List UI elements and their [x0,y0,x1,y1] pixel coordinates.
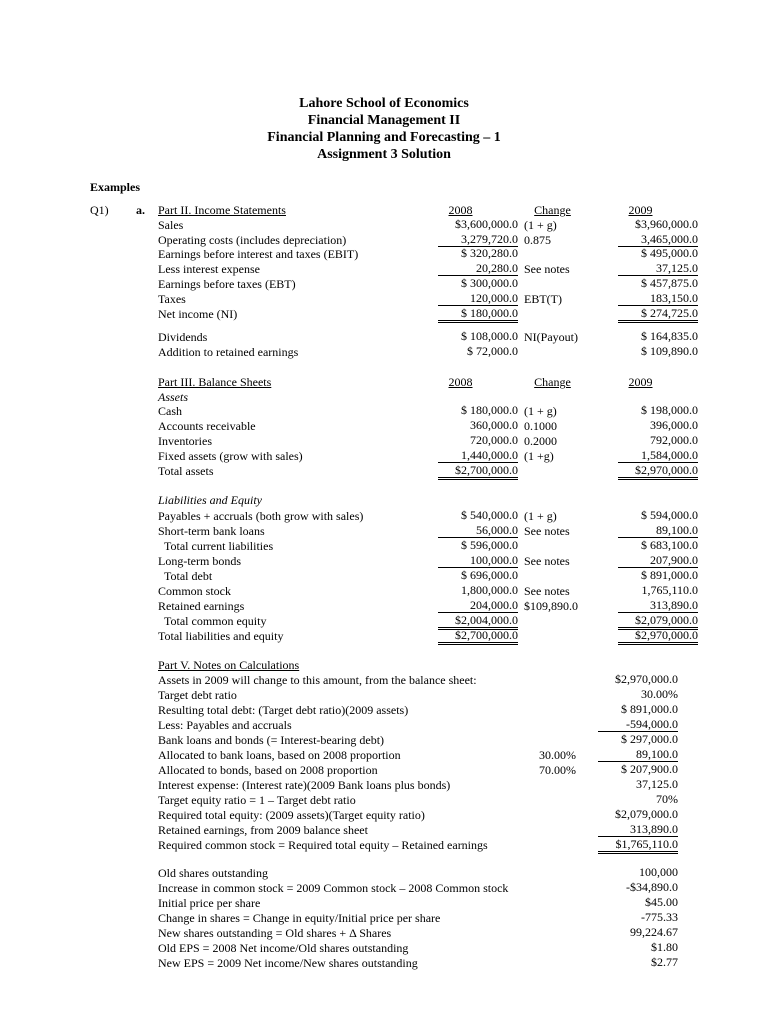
row-label: Sales [158,218,184,232]
row-label: Taxes [158,292,186,306]
note-value: $1.80 [651,940,678,954]
row-label: Earnings before taxes (EBT) [158,277,296,291]
change-formula: (1 +g) [524,449,554,463]
note-value: $1,765,110.0 [598,838,678,854]
note-value: $ 207,900.0 [621,762,678,776]
value-2008: $ 540,000.0 [461,508,518,522]
note-label: New shares outstanding = Old shares + Δ Shares [158,926,392,940]
change-formula: (1 + g) [524,404,557,418]
value-2008: $ 108,000.0 [461,329,518,343]
value-2009: $ 891,000.0 [641,568,698,582]
row-label: Fixed assets (grow with sales) [158,449,303,463]
note-label: Assets in 2009 will change to this amount, from the balance sheet: [158,673,477,687]
row-label: Total common equity [164,614,267,628]
value-2009: 207,900.0 [618,554,698,568]
value-2008: $ 72,000.0 [467,344,518,358]
note-value: 313,890.0 [598,823,678,837]
value-2009: $ 274,725.0 [618,307,698,323]
value-2008: $ 180,000.0 [461,403,518,417]
note-label: Target debt ratio [158,688,237,702]
note-value: 89,100.0 [598,748,678,762]
value-2008: $2,004,000.0 [438,614,518,630]
value-2008: $ 180,000.0 [438,307,518,323]
note-value: $ 297,000.0 [621,732,678,746]
value-2009: 396,000.0 [650,418,698,432]
value-2009: 37,125.0 [618,262,698,276]
value-2009: $ 109,890.0 [641,344,698,358]
value-2008: 1,800,000.0 [461,583,518,597]
change-formula: (1 + g) [524,218,557,232]
col-header-change: Change [534,203,571,217]
assignment-title: Assignment 3 Solution [317,147,451,162]
value-2009: $ 198,000.0 [641,403,698,417]
change-formula: 0.1000 [524,419,557,433]
value-2008: 120,000.0 [438,292,518,306]
row-label: Total debt [164,569,213,583]
note-label: Change in shares = Change in equity/Initial price per share [158,911,441,925]
value-2008: $ 320,280.0 [461,246,518,260]
note-value: -$34,890.0 [626,880,678,894]
value-2009: $ 495,000.0 [641,246,698,260]
row-label: Operating costs (includes depreciation) [158,233,347,247]
balance-sheet-title: Part III. Balance Sheets [158,375,272,389]
course-title: Financial Management II [307,113,461,128]
change-formula: EBT(T) [524,292,562,306]
value-2008: 360,000.0 [470,418,518,432]
value-2008: $ 696,000.0 [461,568,518,582]
row-label: Total current liabilities [164,539,274,553]
row-label: Long-term bonds [158,554,241,568]
note-label: Old shares outstanding [158,866,268,880]
note-label: Interest expense: (Interest rate)(2009 Bank loans plus bonds) [158,778,451,792]
assets-subheading: Assets [158,390,188,404]
value-2009: 1,584,000.0 [618,449,698,463]
notes-title: Part V. Notes on Calculations [158,658,300,672]
question-part: a. [136,203,145,217]
value-2008: 1,440,000.0 [438,449,518,463]
allocation-percent: 70.00% [539,763,576,777]
row-label: Addition to retained earnings [158,345,299,359]
change-formula: $109,890.0 [524,599,578,613]
change-formula: 0.875 [524,233,551,247]
note-value: -594,000.0 [598,718,678,732]
value-2009: $ 457,875.0 [641,276,698,290]
note-value: 37,125.0 [636,777,678,791]
value-2008: $ 300,000.0 [461,276,518,290]
value-2008: 720,000.0 [470,433,518,447]
bs-col-header-change: Change [534,375,571,389]
row-label: Inventories [158,434,212,448]
row-label: Less interest expense [158,262,260,276]
allocation-percent: 30.00% [539,748,576,762]
note-label: Target equity ratio = 1 – Target debt ratio [158,793,356,807]
income-statement-title: Part II. Income Statements [158,203,286,217]
note-value: $2.77 [651,955,678,969]
col-header-2009: 2009 [628,203,653,217]
value-2008: $2,700,000.0 [438,629,518,645]
note-value: 99,224.67 [630,925,678,939]
topic-title: Financial Planning and Forecasting – 1 [267,130,501,145]
note-label: Initial price per share [158,896,261,910]
value-2008: 56,000.0 [438,524,518,538]
row-label: Cash [158,404,182,418]
note-value: 70% [656,792,678,806]
row-label: Total liabilities and equity [158,629,284,643]
row-label: Earnings before interest and taxes (EBIT) [158,247,359,261]
value-2008: $2,700,000.0 [438,464,518,480]
note-value: $2,970,000.0 [615,672,678,686]
bs-col-header-2008: 2008 [448,375,473,389]
row-label: Total assets [158,464,214,478]
row-label: Net income (NI) [158,307,238,321]
value-2009: $2,970,000.0 [618,629,698,645]
value-2008: $ 596,000.0 [461,538,518,552]
note-value: $2,079,000.0 [615,807,678,821]
note-label: Retained earnings, from 2009 balance sheet [158,823,368,837]
note-value: 30.00% [641,687,678,701]
change-formula: See notes [524,554,570,568]
bs-col-header-2009: 2009 [628,375,653,389]
school-title: Lahore School of Economics [299,96,469,111]
row-label: Short-term bank loans [158,524,265,538]
row-label: Retained earnings [158,599,245,613]
value-2009: 1,765,110.0 [641,583,698,597]
note-label: New EPS = 2009 Net income/New shares outstanding [158,956,418,970]
note-label: Allocated to bonds, based on 2008 proportion [158,763,378,777]
value-2009: $ 164,835.0 [641,329,698,343]
value-2008: 20,280.0 [438,262,518,276]
note-value: 100,000 [639,865,678,879]
value-2009: $3,960,000.0 [635,217,698,231]
col-header-2008: 2008 [448,203,473,217]
value-2009: $ 594,000.0 [641,508,698,522]
examples-heading: Examples [90,180,141,194]
note-label: Old EPS = 2008 Net income/Old shares outstanding [158,941,409,955]
note-label: Increase in common stock = 2009 Common stock – 2008 Common stock [158,881,509,895]
change-formula: 0.2000 [524,434,557,448]
note-label: Bank loans and bonds (= Interest-bearing debt) [158,733,385,747]
note-label: Required common stock = Required total equity – Retained earnings [158,838,488,852]
row-label: Accounts receivable [158,419,256,433]
value-2009: 89,100.0 [618,524,698,538]
note-label: Resulting total debt: (Target debt ratio)(2009 assets) [158,703,409,717]
value-2009: $2,079,000.0 [618,614,698,630]
note-value: $45.00 [645,895,678,909]
question-number: Q1) [90,203,109,217]
note-value: -775.33 [641,910,678,924]
value-2009: 313,890.0 [618,599,698,613]
row-label: Payables + accruals (both grow with sales) [158,509,364,523]
note-value: $ 891,000.0 [621,702,678,716]
change-formula: (1 + g) [524,509,557,523]
liabilities-subheading: Liabilities and Equity [158,493,262,507]
change-formula: See notes [524,524,570,538]
value-2009: 183,150.0 [618,292,698,306]
value-2009: $2,970,000.0 [618,464,698,480]
value-2009: $ 683,100.0 [641,538,698,552]
note-label: Less: Payables and accruals [158,718,292,732]
change-formula: NI(Payout) [524,330,578,344]
change-formula: See notes [524,262,570,276]
row-label: Dividends [158,330,208,344]
value-2008: 100,000.0 [438,554,518,568]
note-label: Allocated to bank loans, based on 2008 proportion [158,748,401,762]
change-formula: See notes [524,584,570,598]
value-2009: 3,465,000.0 [618,233,698,247]
value-2008: 204,000.0 [438,599,518,613]
value-2008: 3,279,720.0 [438,233,518,247]
note-label: Required total equity: (2009 assets)(Target equity ratio) [158,808,425,822]
row-label: Common stock [158,584,232,598]
value-2009: 792,000.0 [650,433,698,447]
value-2008: $3,600,000.0 [455,217,518,231]
